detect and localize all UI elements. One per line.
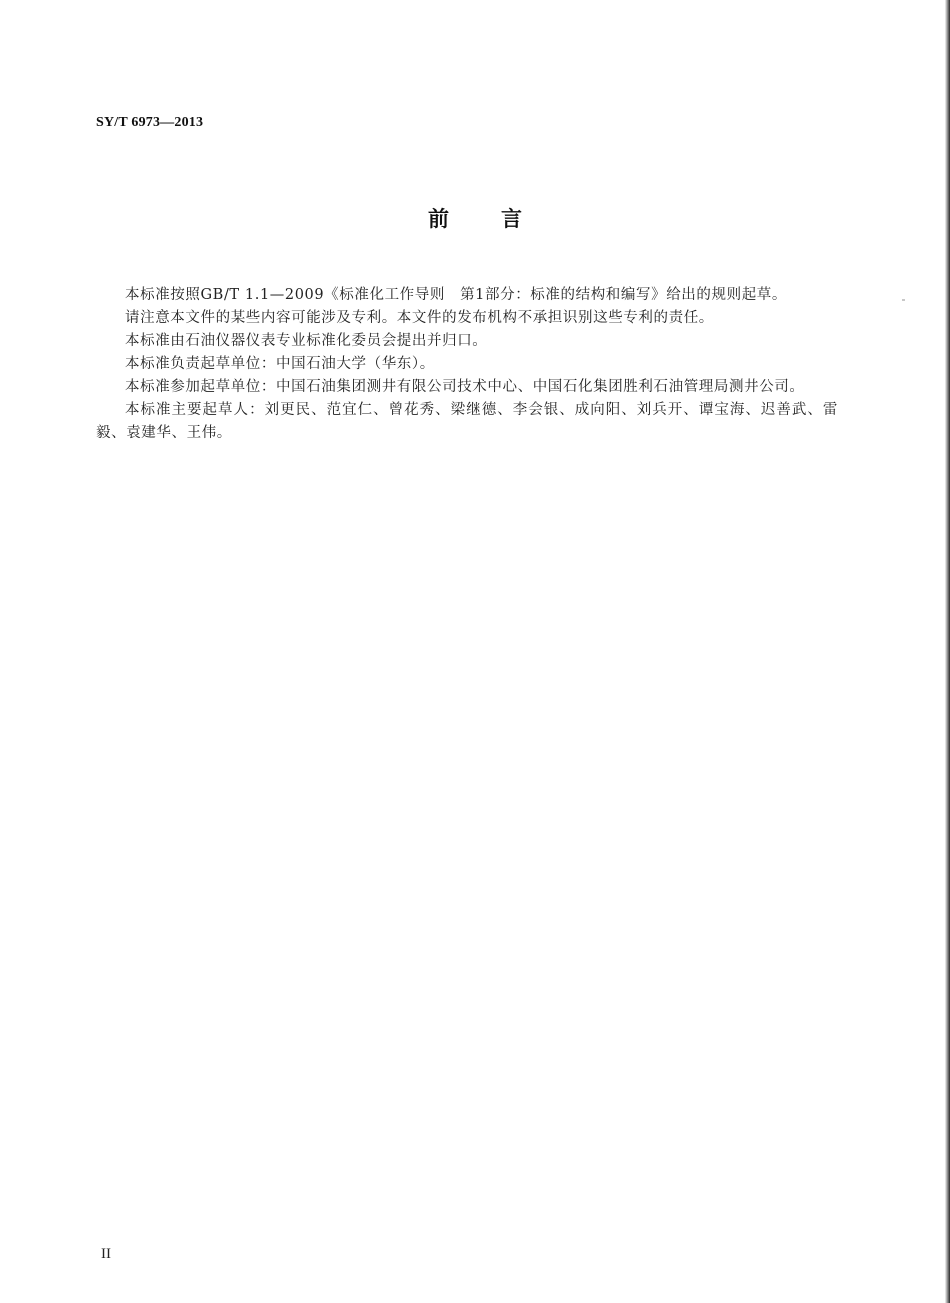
scan-speck: [902, 299, 905, 301]
foreword-body: [96, 284, 838, 445]
standard-code-header: SY/T 6973—2013: [96, 115, 204, 130]
paragraph-participating-drafters: 本标准参加起草单位：中国石油集团测井有限公司技术中心、中国石化集团胜利石油管理局测井公司。: [125, 379, 805, 395]
paragraph-proposer: 本标准由石油仪器仪表专业标准化委员会提出并归口。: [125, 333, 488, 349]
scan-edge-shadow: [945, 0, 950, 1303]
paragraph-patent-notice: 请注意本文件的某些内容可能涉及专利。本文件的发布机构不承担识别这些专利的责任。: [125, 310, 714, 326]
page-number: II: [101, 1246, 111, 1262]
paragraph-drafting-rules: 本标准按照GB/T 1.1—2009《标准化工作导则 第1部分：标准的结构和编写》给出的规则起草。: [125, 287, 787, 303]
paragraph-responsible-drafter: 本标准负责起草单位：中国石油大学（华东）。: [125, 356, 435, 372]
section-title: 前言: [428, 207, 574, 231]
paragraph-main-drafters: 本标准主要起草人：刘更民、范宜仁、曾花秀、梁继德、李会银、成向阳、刘兵开、谭宝海、迟善武、雷毅、袁建华、王伟。: [96, 402, 838, 441]
